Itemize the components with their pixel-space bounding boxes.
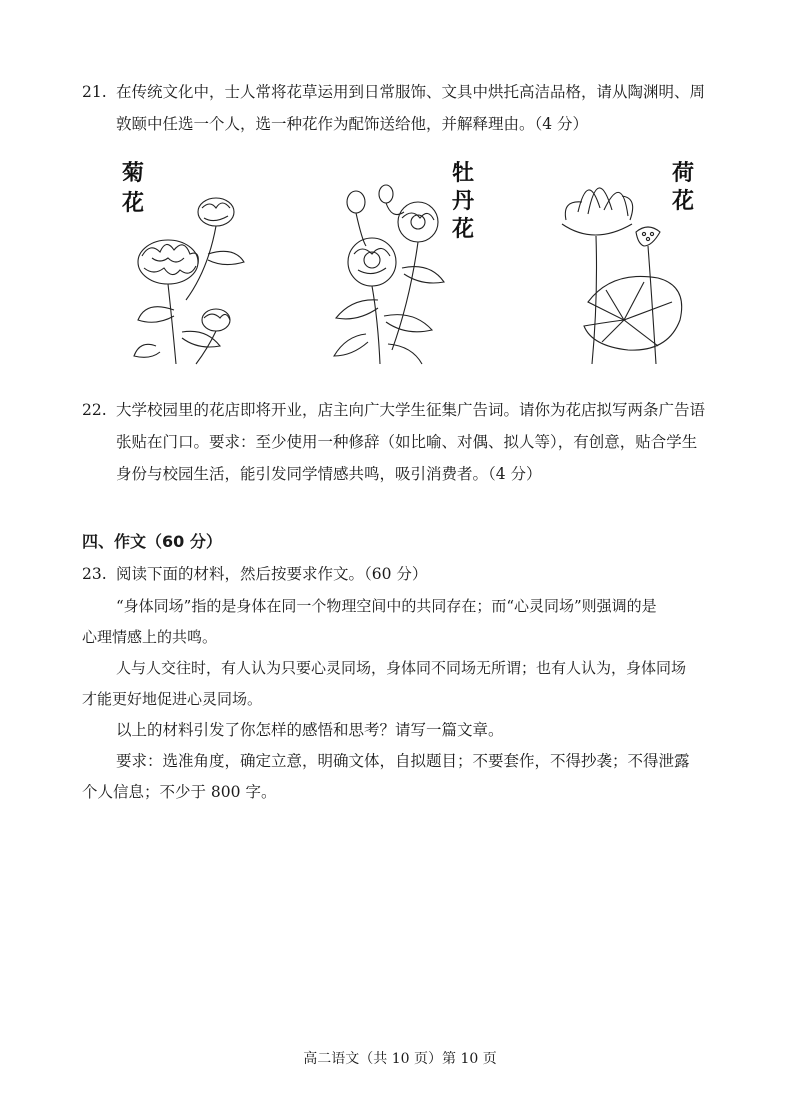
q21-text-line2: 敦颐中任选一个人，选一种花作为配饰送给他，并解释理由。（4 分） [116, 115, 589, 133]
peony-drawing [322, 150, 482, 368]
q23-requirements-line2: 个人信息；不少于 800 字。 [82, 783, 277, 801]
q23-material-p1-line1: “身体同场”指的是身体在同一个物理空间中的共同存在；而“心灵同场”则强调的是 [116, 597, 657, 615]
section4-title: 四、作文（60 分） [82, 532, 222, 551]
peony-caption-1: 牡 [452, 160, 475, 186]
peony-caption-3: 花 [452, 216, 475, 242]
q21-text-line1: 在传统文化中，士人常将花草运用到日常服饰、文具中烘托高洁品格，请从陶渊明、周 [116, 83, 706, 101]
q23-prompt: 以上的材料引发了你怎样的感悟和思考？请写一篇文章。 [116, 721, 504, 739]
peony-caption-2: 丹 [452, 188, 475, 214]
q22-text-line1: 大学校园里的花店即将开业，店主向广大学生征集广告词。请你为花店拟写两条广告语 [116, 401, 706, 419]
page-footer: 高二语文（共 10 页）第 10 页 [303, 1051, 497, 1067]
q22-text-line2: 张贴在门口。要求：至少使用一种修辞（如比喻、对偶、拟人等），有创意，贴合学生 [116, 433, 698, 451]
chrysanthemum-caption-1: 菊 [122, 160, 145, 186]
lotus-caption-2: 花 [672, 188, 695, 214]
q23-material-p1-line2: 心理情感上的共鸣。 [82, 628, 218, 646]
q22-text-line3: 身份与校园生活，能引发同学情感共鸣，吸引消费者。（4 分） [116, 465, 542, 483]
q23-material-p2-line2: 才能更好地促进心灵同场。 [82, 690, 263, 708]
q23-material-p2-line1: 人与人交往时，有人认为只要心灵同场，身体同不同场无所谓；也有人认为，身体同场 [116, 659, 687, 677]
q22-number: 22. [82, 401, 107, 419]
q23-instruction: 阅读下面的材料，然后按要求作文。（60 分） [116, 565, 428, 583]
lotus-drawing [548, 150, 708, 368]
chrysanthemum-drawing [116, 150, 256, 368]
q23-number: 23. [82, 565, 107, 583]
q21-number: 21. [82, 83, 107, 101]
chrysanthemum-caption-2: 花 [122, 190, 145, 216]
q23-requirements-line1: 要求：选准角度，确定立意，明确文体，自拟题目；不要套作，不得抄袭；不得泄露 [116, 752, 690, 770]
lotus-caption-1: 荷 [672, 160, 695, 186]
